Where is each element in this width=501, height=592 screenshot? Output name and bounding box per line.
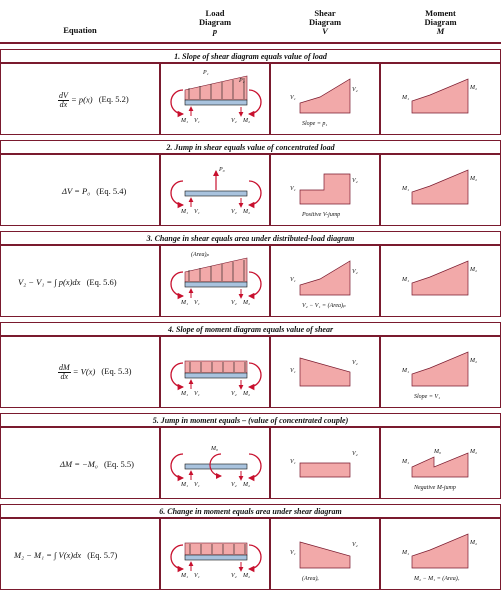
row-1-moment-m2-label: M₂ [470,85,478,91]
row-3-right-moment-arrow [249,272,261,296]
row-6-moment-caption: M₂ − M₁ = (Area)ᵥ [414,576,460,582]
row-4-moment-diagram [412,352,468,386]
row-4-load-v1-label: V₁ [194,391,200,397]
row-5-title: 5. Jump in moment equals – (value of concentrated couple) [0,413,501,427]
row-4-load-m1-label: M₁ [181,391,189,397]
row-4-title: 4. Slope of moment diagram equals value of shear [0,322,501,336]
row-1-load-m1-label: M₁ [181,118,189,124]
row-3-load-v1-label: V₁ [194,300,200,306]
row-1-load-v2-label: V₂ [231,118,237,124]
row-5-load-m1-label: M₁ [181,482,189,488]
row-3-load-v2-label: V₂ [231,300,237,306]
row-6-load-v1-label: V₁ [194,573,200,579]
row-2-load-m1-label: M₁ [181,209,189,215]
row-1-moment-m1-label: M₁ [402,95,410,101]
row-3-load-m2-label: M₂ [243,300,251,306]
header-load: Load Diagram p [198,8,232,36]
row-3-shear-v1-label: V₁ [290,277,296,283]
row-6-load-m1-label: M₁ [181,573,189,579]
row-2-shear-v2-label: V₂ [352,178,358,184]
row-2-load-v1-label: V₁ [194,209,200,215]
row-4-equation: $\frac{dM}{dx}$ = V(x) (Eq. 5.3) [59,363,132,381]
row-2-beam [185,191,247,196]
row-1-shear-caption: Slope = p₁ [302,121,328,127]
row-5-moment-m1-label: M₁ [402,459,410,465]
header-shear: Shear Diagram V [308,8,342,36]
row-4-shear-v2-label: V₂ [352,360,358,366]
row-1-load-area [185,76,247,100]
row-5-load-m2-label: M₂ [243,482,251,488]
row-5-left-moment-arrow [171,454,183,478]
header-equation: Equation [63,25,97,35]
row-1-title: 1. Slope of shear diagram equals value of load [0,49,501,63]
row-6-right-moment-arrow [249,545,261,569]
row-4-shear-v1-label: V₁ [290,368,296,374]
row-4-shear-diagram [300,358,350,386]
row-3-moment-m2-label: M₂ [470,267,478,273]
row-4-load-v2-label: V₂ [231,391,237,397]
row-6-load-m2-label: M₂ [243,573,251,579]
row-5-m0-label: M₀ [211,446,219,452]
row-1-right-moment-arrow [249,90,261,114]
row-1-p1-label: P₁ [203,70,209,76]
row-5-shear-diagram [300,463,350,477]
row-4-load-area [185,361,247,373]
row-3-load-area [185,258,247,282]
row-1-beam [185,100,247,105]
row-6-left-moment-arrow [171,545,183,569]
row-6-moment-diagram [412,534,468,568]
row-3-shear-caption: V₂ − V₁ = (Area)ₚ [302,303,346,309]
row-6-load-area [185,543,247,555]
row-2-moment-m2-label: M₂ [470,176,478,182]
row-5-right-moment-arrow [249,454,261,478]
row-1-moment-diagram [412,79,468,113]
row-5-moment-caption: Negative M-jump [414,485,456,491]
row-2-left-moment-arrow [171,181,183,205]
row-4-moment-m2-label: M₂ [470,358,478,364]
row-2-moment-diagram [412,170,468,204]
row-3-shear-diagram [300,261,350,295]
row-1-shear-v2-label: V₂ [352,87,358,93]
row-6-moment-m2-label: M₂ [470,540,478,546]
row-5-beam [185,464,247,469]
row-1-shear-diagram [300,79,350,113]
row-1-shear-v1-label: V₁ [290,95,296,101]
row-2-p0-label: P₀ [219,167,225,173]
header-moment: Moment Diagram M [424,8,457,36]
row-2-load-m2-label: M₂ [243,209,251,215]
row-4-moment-caption: Slope = V₁ [414,394,441,400]
row-2-right-moment-arrow [249,181,261,205]
row-6-moment-m1-label: M₁ [402,550,410,556]
row-1-left-moment-arrow [171,90,183,114]
row-6-shear-caption: (Area)ᵥ [302,576,320,582]
row-3-equation: V₂ − V₁ = ∫ p(x)dx (Eq. 5.6) [18,277,117,287]
row-6-shear-v1-label: V₁ [290,550,296,556]
row-2-title: 2. Jump in shear equals value of concentrated load [0,140,501,154]
row-4-load-m2-label: M₂ [243,391,251,397]
row-3-title: 3. Change in shear equals area under distributed-load diagram [0,231,501,245]
row-4-right-moment-arrow [249,363,261,387]
row-1-equation: $\frac{dV}{dx}$ = p(x) (Eq. 5.2) [59,91,129,109]
row-3-moment-diagram [412,261,468,295]
row-3-load-caption: (Area)ₚ [191,252,210,258]
row-2-moment-m1-label: M₁ [402,186,410,192]
row-2-shear-caption: Positive V-jump [302,212,341,218]
row-3-moment-m1-label: M₁ [402,277,410,283]
row-6-beam [185,555,247,560]
row-3-shear-v2-label: V₂ [352,269,358,275]
row-5-moment-diagram [412,453,468,477]
row-3-left-moment-arrow [171,272,183,296]
row-4-beam [185,373,247,378]
row-3-load-m1-label: M₁ [181,300,189,306]
row-5-equation: ΔM = −M₀ (Eq. 5.5) [60,459,134,469]
row-2-equation: ΔV = P₀ (Eq. 5.4) [62,186,127,196]
row-2-load-v2-label: V₂ [231,209,237,215]
row-5-shear-v1-label: V₁ [290,459,296,465]
row-5-moment-m2-label: M₂ [470,449,478,455]
row-4-left-moment-arrow [171,363,183,387]
row-5-moment-m0-label: M₀ [434,449,442,455]
row-2-shear-diagram [300,174,350,204]
row-6-load-v2-label: V₂ [231,573,237,579]
row-1-load-v1-label: V₁ [194,118,200,124]
row-2-shear-v1-label: V₁ [290,186,296,192]
row-6-shear-v2-label: V₂ [352,542,358,548]
row-5-shear-v2-label: V₂ [352,451,358,457]
row-6-title: 6. Change in moment equals area under shear diagram [0,504,501,518]
row-1-load-m2-label: M₂ [243,118,251,124]
row-4-moment-m1-label: M₁ [402,368,410,374]
row-1-p2-label: P₂ [239,78,245,84]
row-6-equation: M₂ − M₁ = ∫ V(x)dx (Eq. 5.7) [14,550,118,560]
row-5-load-v2-label: V₂ [231,482,237,488]
row-6-shear-diagram [300,542,350,568]
row-3-beam [185,282,247,287]
row-5-load-v1-label: V₁ [194,482,200,488]
